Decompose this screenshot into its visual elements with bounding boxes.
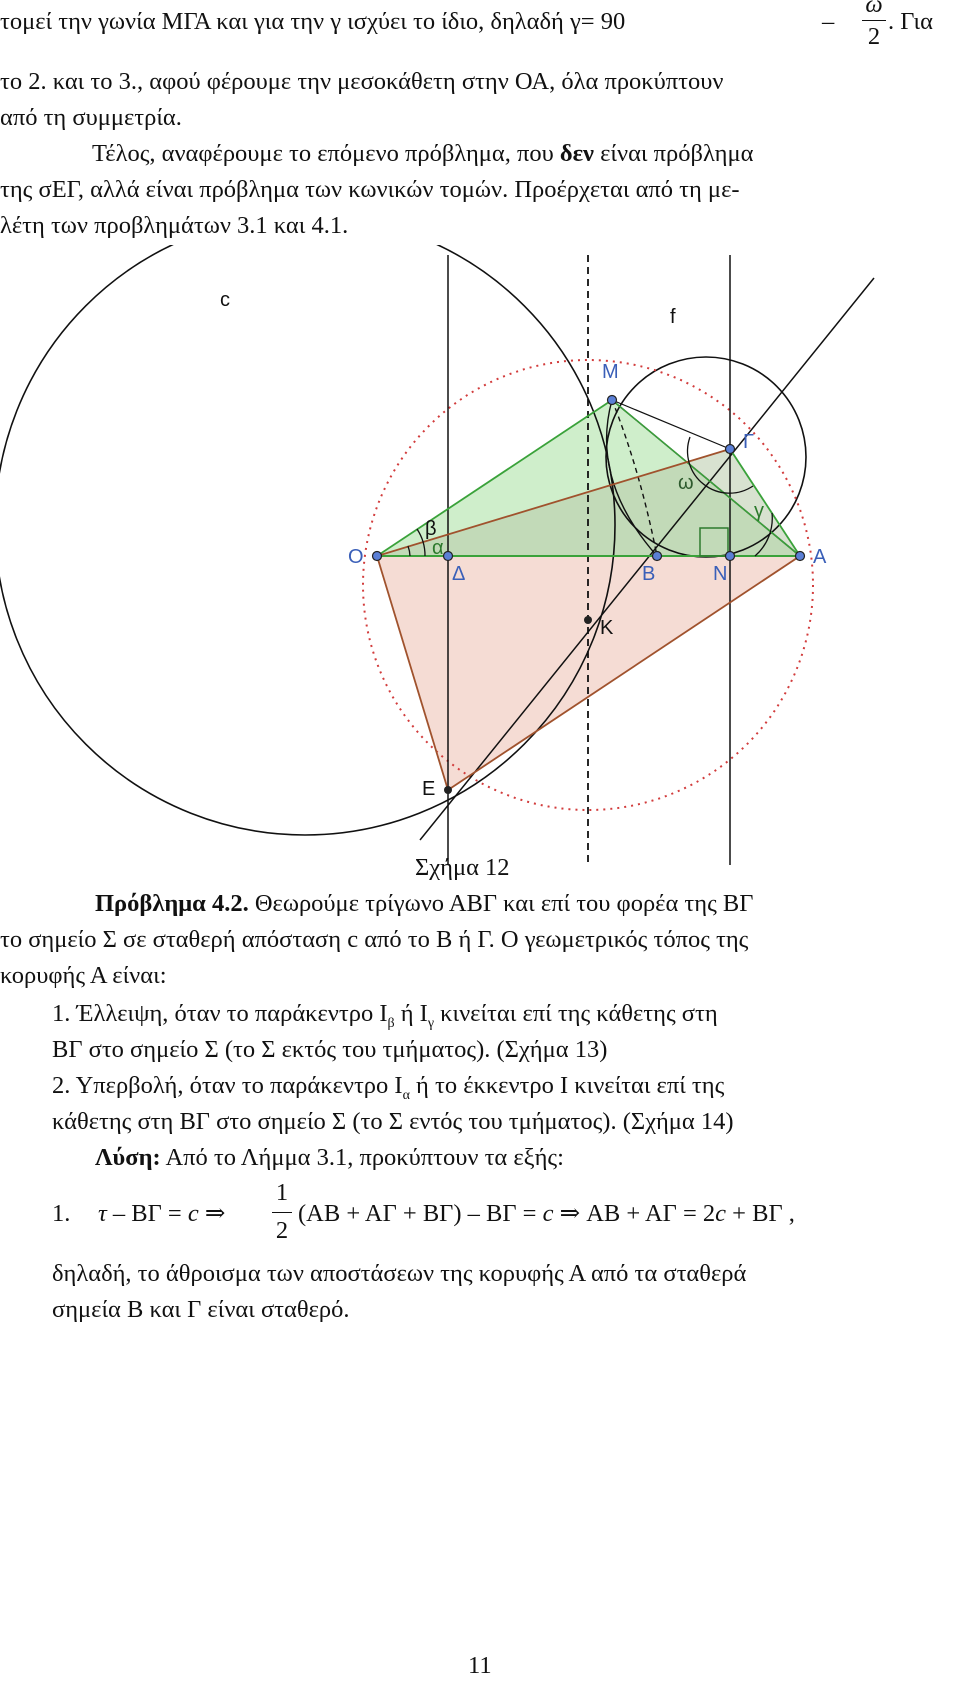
point-K [584, 616, 592, 624]
fraction-numerator-omega [862, 0, 886, 18]
equation-number: 1. [52, 1200, 71, 1227]
label-D: Δ [452, 563, 466, 585]
label-A: A [813, 546, 827, 568]
label-omega: ω [678, 472, 694, 494]
intro-line-4-text: Τέλος, αναφέρουμε το επόμενο πρόβλημα, που [92, 140, 560, 167]
tau-symbol: τ [98, 1200, 107, 1227]
solution-label: Λύση: [95, 1144, 161, 1171]
label-K: K [600, 617, 614, 639]
problem-line-2: το σημείο Σ σε σταθερή απόσταση c από το Β ή Γ. Ο γεωμετρικός τόπος της [0, 926, 749, 953]
solution-text: Από το Λήμμα 3.1, προκύπτουν τα εξής: [160, 1144, 564, 1171]
label-B: B [642, 563, 656, 585]
item-1-line-2: ΒΓ στο σημείο Σ (το Σ εκτός του τμήματος). (Σχήμα 13) [52, 1036, 608, 1063]
intro-line-1 [0, 6, 625, 38]
label-M: M [602, 361, 619, 383]
problem-line-1-text: Θεωρούμε τρίγωνο ΑΒΓ και επί του φορέα της ΒΓ [248, 890, 754, 917]
implies-arrow-1: ⇒ [198, 1200, 226, 1227]
intro-line-4 [92, 138, 753, 170]
point-B [653, 552, 662, 561]
label-f: f [670, 306, 676, 328]
intro-line-1-text: τομεί την γωνία ΜΓΑ και για την γ ισχύει το ίδιο, δηλαδή γ= 90 [0, 8, 626, 35]
item-2-text-b: ή το έκκεντρο Ι κινείται επί της [409, 1072, 725, 1099]
label-gamma: γ [754, 500, 764, 522]
equation-part-4: + ΒΓ , [726, 1200, 795, 1227]
equation-frac-bar [272, 1212, 292, 1213]
emphasis-den: δεν [559, 140, 595, 167]
intro-line-4-end: είναι πρόβλημα [594, 140, 754, 167]
c-symbol-3: c [715, 1200, 727, 1227]
c-symbol-1: c [187, 1200, 199, 1227]
item-2-line-2: κάθετης στη ΒΓ στο σημείο Σ (το Σ εντός του τμήματος). (Σχήμα 14) [52, 1108, 734, 1135]
item-1-sub-beta: β [387, 1015, 395, 1031]
minus-sign [822, 6, 834, 38]
label-O: O [348, 546, 364, 568]
minus-text: – [822, 8, 835, 35]
equation-part-3: ΑΒ + ΑΓ = 2 [586, 1200, 716, 1227]
item-2-text-a: 2. Υπερβολή, όταν το παράκεντρο Ι [52, 1072, 403, 1099]
label-G: Γ [743, 431, 755, 453]
label-N: N [713, 563, 728, 585]
equation-left [98, 1198, 225, 1230]
intro-line-1-end-text: . Για [888, 8, 933, 35]
label-beta: β [425, 518, 437, 540]
item-2-sub-alpha: α [402, 1087, 410, 1103]
intro-line-2: το 2. και το 3., αφού φέρουμε την μεσοκάθετη στην ΟΑ, όλα προκύπτουν [0, 68, 724, 95]
label-E: E [422, 778, 436, 800]
problem-title: Πρόβλημα 4.2. [95, 890, 249, 917]
equation-right [298, 1198, 795, 1230]
omega-text: ω [865, 0, 883, 18]
denominator-text: 2 [867, 23, 881, 50]
problem-line-1 [95, 888, 753, 920]
problem-line-3: κορυφής Α είναι: [0, 962, 167, 989]
fraction-bar [862, 20, 886, 21]
item-1-text-b: ή Ι [394, 1000, 428, 1027]
equation-part-2: (ΑΒ + ΑΓ + ΒΓ) – ΒΓ = [298, 1200, 543, 1227]
point-N [726, 552, 735, 561]
implies-arrow-2: ⇒ [553, 1200, 587, 1227]
figure-caption: Σχήμα 12 [415, 854, 510, 881]
item-1-text-c: κινείται επί της κάθετης στη [434, 1000, 718, 1027]
point-M [608, 396, 617, 405]
intro-line-6: λέτη των προβλημάτων 3.1 και 4.1. [0, 212, 349, 239]
point-A [796, 552, 805, 561]
label-alpha: α [432, 537, 444, 559]
point-O [373, 552, 382, 561]
fraction-denominator [862, 24, 886, 50]
conclusion-line-2: σημεία Β και Γ είναι σταθερό. [52, 1296, 350, 1323]
point-D [444, 552, 453, 561]
intro-line-3: από τη συμμετρία. [0, 104, 182, 131]
equation-frac-den: 2 [275, 1217, 289, 1244]
conclusion-line-1: δηλαδή, το άθροισμα των αποστάσεων της κορυφής Α από τα σταθερά [52, 1260, 747, 1287]
point-E [444, 786, 452, 794]
intro-line-1-end [888, 6, 933, 38]
geometry-figure [0, 245, 960, 865]
point-G [726, 445, 735, 454]
label-c: c [220, 289, 230, 311]
c-symbol-2: c [542, 1200, 554, 1227]
item-1-sub-gamma: γ [427, 1015, 435, 1031]
item-1-line-1 [52, 998, 718, 1030]
item-1-text-a: 1. Έλλειψη, όταν το παράκεντρο Ι [52, 1000, 388, 1027]
page-number: 11 [468, 1652, 492, 1679]
intro-line-5: της σΕΓ, αλλά είναι πρόβλημα των κωνικών τομών. Προέρχεται από τη με- [0, 176, 740, 203]
equation-frac-num: 1 [275, 1179, 289, 1206]
item-2-line-1 [52, 1070, 724, 1102]
equation-part-1: – ΒΓ = [112, 1200, 188, 1227]
solution-line [95, 1142, 564, 1174]
